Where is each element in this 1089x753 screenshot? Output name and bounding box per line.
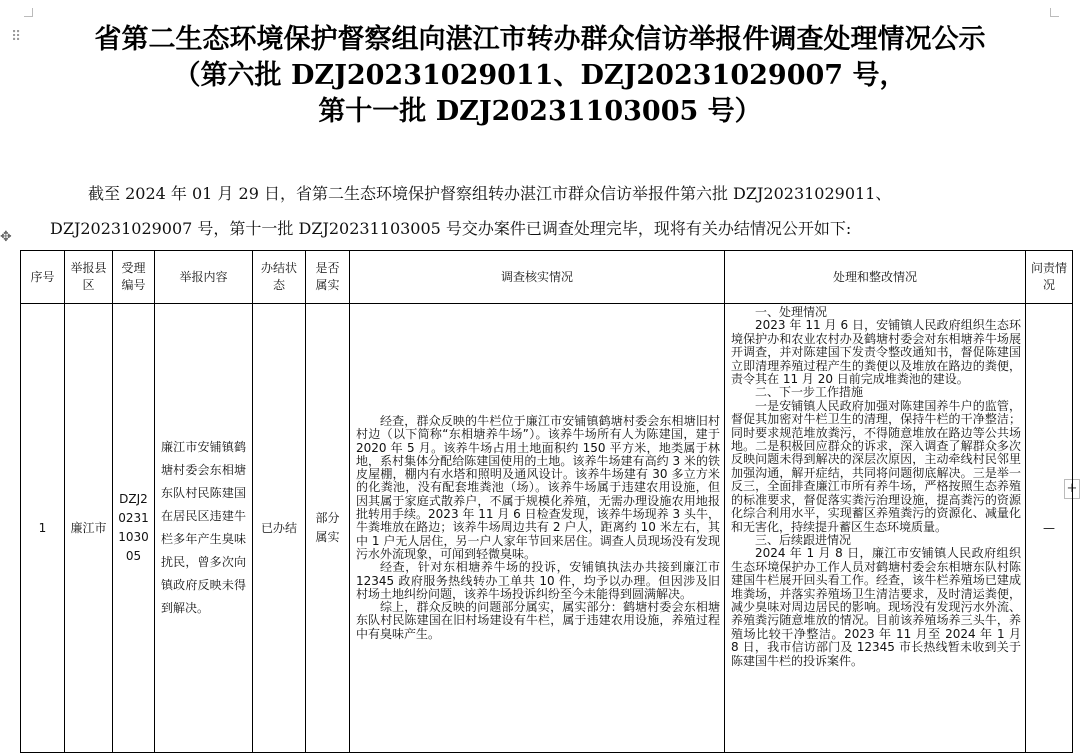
- intro-line-1: 截至 2024 年 01 月 29 日，省第二生态环境保护督察组转办湛江市群众信访举报件第六批 DZJ20231029011、: [88, 184, 892, 203]
- header-findings: 调查核实情况: [350, 251, 725, 304]
- header-content: 举报内容: [155, 251, 253, 304]
- document-title: [40, 22, 1040, 130]
- table-header-row: [21, 251, 1073, 304]
- cell-status: 已办结: [253, 304, 306, 753]
- rect-paragraph-2: 一是安铺镇人民政府加强对陈建国养牛户的监管，督促其加密对牛栏卫生的清理，保持牛栏的干净整洁；同时要求规范堆放粪污，不得随意堆放在路边等公共场地。二是积极回应群众的诉求，深入调查了解群众多次反映问题未得到解决的深层次原因，主动牵线村民邻里加强沟通，解开症结，共同将问题彻底解决。三是举一反三，全面排查廉江市所有养牛场，严格按照生态养殖的标准要求，督促落实粪污治理设施，提高粪污的资源化综合利用水平，实现蓄区养殖粪污的资源化、减量化和无害化，持续提升蓄区生态环境质量。: [731, 398, 1021, 534]
- cell-findings: [350, 304, 725, 753]
- cell-seq: 1: [21, 304, 65, 753]
- title-line-3: 第十一批 DZJ20231103005 号）: [318, 96, 762, 127]
- rect-paragraph-1: 2023 年 11 月 6 日，安铺镇人民政府组织生态环境保护办和农业农村办及鹤塘村委会对东相塘养牛场展开调查，并对陈建国下发责令整改通知书，督促陈建国立即清理养殖过程产生的粪便以及堆放在路边的粪便，责令其在 11 月 20 日前完成堆粪池的建设。: [731, 318, 1021, 387]
- findings-paragraph-1: 经查，群众反映的牛栏位于廉江市安铺镇鹤塘村委会东相塘旧村村边（以下简称“东相塘养牛场”）。该养牛场所有人为陈建国，建于 2020 年 5 月。该养牛场占用土地面积约 150 平方米，地类属于林地，系村集体分配给陈建国使用的土地。该养牛场建有高约 3 米的铁皮屋棚，棚内有水塔和照明及通风设计。该养牛场建有 30 多立方米的化粪池，没有配套堆粪池（场）。该养牛场属于违建农用设施，但因其属于家庭式散养户，不属于规模化养殖，无需办理设施农用地报批转用手续。2023 年 11 月 6 日检查发现，该养牛场现养 3 头牛，牛粪堆放在路边；该养牛场周边共有 2 户人，距离约 10 米左右，其中 1 户无人居住，另一户人家年节回来居住。调查人员现场没有发现污水外流现象，可闻到轻微臭味。: [356, 413, 720, 561]
- intro-paragraph: [50, 176, 1050, 246]
- findings-paragraph-3: 综上，群众反映的问题部分属实，属实部分：鹤塘村委会东相塘东队村民陈建国在旧村场建设有牛栏，属于违建农用设施，养殖过程中有臭味产生。: [356, 600, 720, 641]
- findings-paragraph-2: 经查，针对东相塘养牛场的投诉，安铺镇执法办共接到廉江市 12345 政府服务热线转办工单共 10 件，均予以办理。但因涉及旧村场土地纠纷问题，该养牛场投诉纠纷至今未能得到圆满解决。: [356, 560, 720, 601]
- rect-heading-2: 二、下一步工作措施: [755, 385, 864, 400]
- header-verified: 是否属实: [306, 251, 350, 304]
- add-column-icon[interactable]: +: [1064, 479, 1080, 499]
- page-corner-mark-left: [24, 8, 33, 17]
- header-district: 举报县区: [65, 251, 113, 304]
- header-status: 办结状态: [253, 251, 306, 304]
- table-move-icon[interactable]: ✥: [0, 229, 12, 245]
- rect-heading-1: 一、处理情况: [755, 305, 828, 319]
- title-line-2: （第六批 DZJ20231029011、DZJ20231029007 号，: [173, 60, 907, 91]
- cell-rectification: [725, 304, 1026, 753]
- cell-content: 廉江市安铺镇鹤塘村委会东相塘东队村民陈建国在居民区违建牛栏多年产生臭味扰民，曾多次向镇政府反映未得到解决。: [155, 304, 253, 753]
- cell-accountability: —: [1026, 304, 1073, 753]
- cell-district: 廉江市: [65, 304, 113, 753]
- rect-heading-3: 三、后续跟进情况: [755, 532, 852, 547]
- header-rectification: 处理和整改情况: [725, 251, 1026, 304]
- header-seq: 序号: [21, 251, 65, 304]
- intro-line-2: DZJ20231029007 号，第十一批 DZJ20231103005 号交办案件已调查处理完毕，现将有关办结情况公开如下:: [50, 219, 852, 238]
- cell-verified: 部分属实: [306, 304, 350, 753]
- page-corner-mark-right: [1050, 8, 1059, 17]
- table-row: [21, 304, 1073, 753]
- header-case-no: 受理编号: [113, 251, 155, 304]
- header-accountability: 问责情况: [1026, 251, 1073, 304]
- drag-handle-icon[interactable]: ⠿: [11, 29, 22, 45]
- title-line-1: 省第二生态环境保护督察组向湛江市转办群众信访举报件调查处理情况公示: [94, 24, 986, 55]
- case-report-table: [20, 250, 1073, 753]
- cell-case-no: DZJ20231103005: [113, 304, 155, 753]
- rect-paragraph-3: 2024 年 1 月 8 日，廉江市安铺镇人民政府组织生态环境保护办工作人员对鹤塘村委会东相塘东队村陈建国牛栏展开回头看工作。经查，该牛栏养殖场已建成堆粪场，并落实养殖场卫生清洁要求，及时清运粪便，减少臭味对周边居民的影响。现场没有发现污水外流、养殖粪污随意堆放的情况。目前该养殖场养三头牛，养殖场比较干净整洁。2023 年 11 月至 2024 年 1 月 8 日，我市信访部门及 12345 市长热线暂未收到关于陈建国牛栏的投诉案件。: [731, 546, 1021, 668]
